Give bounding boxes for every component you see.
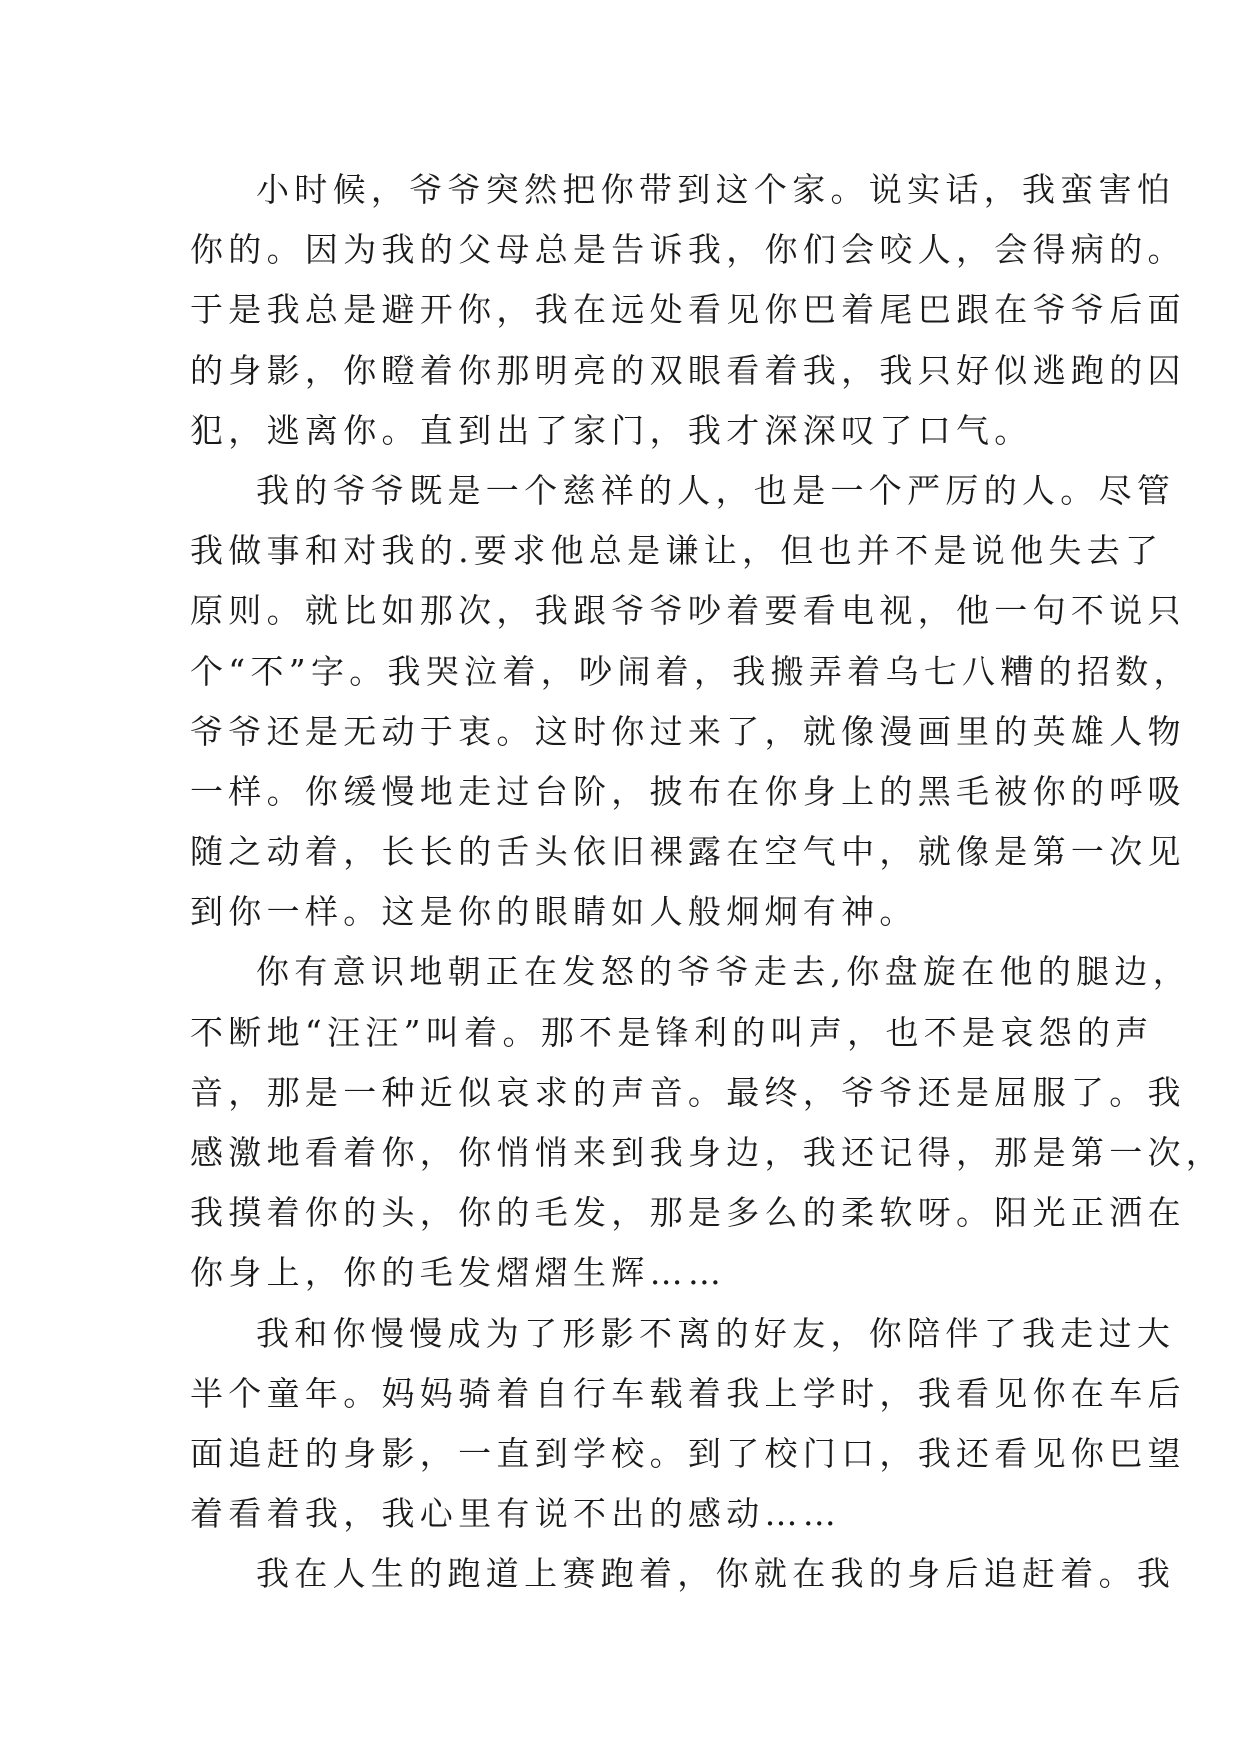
paragraph [190, 1544, 1176, 1604]
text-line: 你有意识地朝正在发怒的爷爷走去,你盘旋在他的腿边， [256, 952, 1191, 992]
text-line: 音，那是一种近似哀求的声音。最终，爷爷还是屈服了。我 [190, 1072, 1186, 1112]
text-line: 原则。就比如那次，我跟爷爷吵着要看电视，他一句不说只 [190, 591, 1186, 631]
text-line: 我做事和对我的.要求他总是谦让，但也并不是说他失去了 [190, 531, 1164, 571]
text-line: 个“不”字。我哭泣着，吵闹着，我搬弄着乌七八糟的招数， [190, 651, 1192, 691]
text-line: 面追赶的身影，一直到学校。到了校门口，我还看见你巴望 [190, 1433, 1186, 1473]
text-line: 着看着我，我心里有说不出的感动…… [190, 1494, 842, 1534]
document-body [190, 160, 1225, 1605]
text-line: 我摸着你的头，你的毛发，那是多么的柔软呀。阳光正洒在 [190, 1193, 1186, 1233]
text-line: 不断地“汪汪”叫着。那不是锋利的叫声，也不是哀怨的声 [190, 1012, 1154, 1052]
text-line: 我和你慢慢成为了形影不离的好友，你陪伴了我走过大 [256, 1313, 1176, 1353]
text-line: 你的。因为我的父母总是告诉我，你们会咬人，会得病的。 [190, 230, 1186, 270]
text-line: 我在人生的跑道上赛跑着，你就在我的身后追赶着。我 [256, 1554, 1176, 1594]
text-line: 小时候，爷爷突然把你带到这个家。说实话，我蛮害怕 [256, 170, 1176, 209]
text-line: 随之动着，长长的舌头依旧裸露在空气中，就像是第一次见 [190, 832, 1186, 872]
paragraph [190, 461, 1192, 943]
text-line: 的身影，你瞪着你那明亮的双眼看着我，我只好似逃跑的囚 [190, 350, 1186, 390]
text-line: 爷爷还是无动于衷。这时你过来了，就像漫画里的英雄人物 [190, 711, 1186, 751]
paragraph [190, 1304, 1186, 1545]
paragraph [190, 160, 1186, 461]
text-line: 犯，逃离你。直到出了家门，我才深深叹了口气。 [190, 410, 1033, 450]
text-line: 于是我总是避开你，我在远处看见你巴着尾巴跟在爷爷后面 [190, 290, 1186, 330]
paragraph [190, 942, 1225, 1303]
text-line: 到你一样。这是你的眼睛如人般炯炯有神。 [190, 892, 918, 932]
text-line: 我的爷爷既是一个慈祥的人，也是一个严厉的人。尽管 [256, 470, 1176, 510]
text-line: 一样。你缓慢地走过台阶，披布在你身上的黑毛被你的呼吸 [190, 771, 1186, 811]
text-line: 你身上，你的毛发熠熠生辉…… [190, 1253, 727, 1293]
text-line: 感激地看着你，你悄悄来到我身边，我还记得，那是第一次， [190, 1133, 1225, 1172]
text-line: 半个童年。妈妈骑着自行车载着我上学时，我看见你在车后 [190, 1373, 1186, 1413]
